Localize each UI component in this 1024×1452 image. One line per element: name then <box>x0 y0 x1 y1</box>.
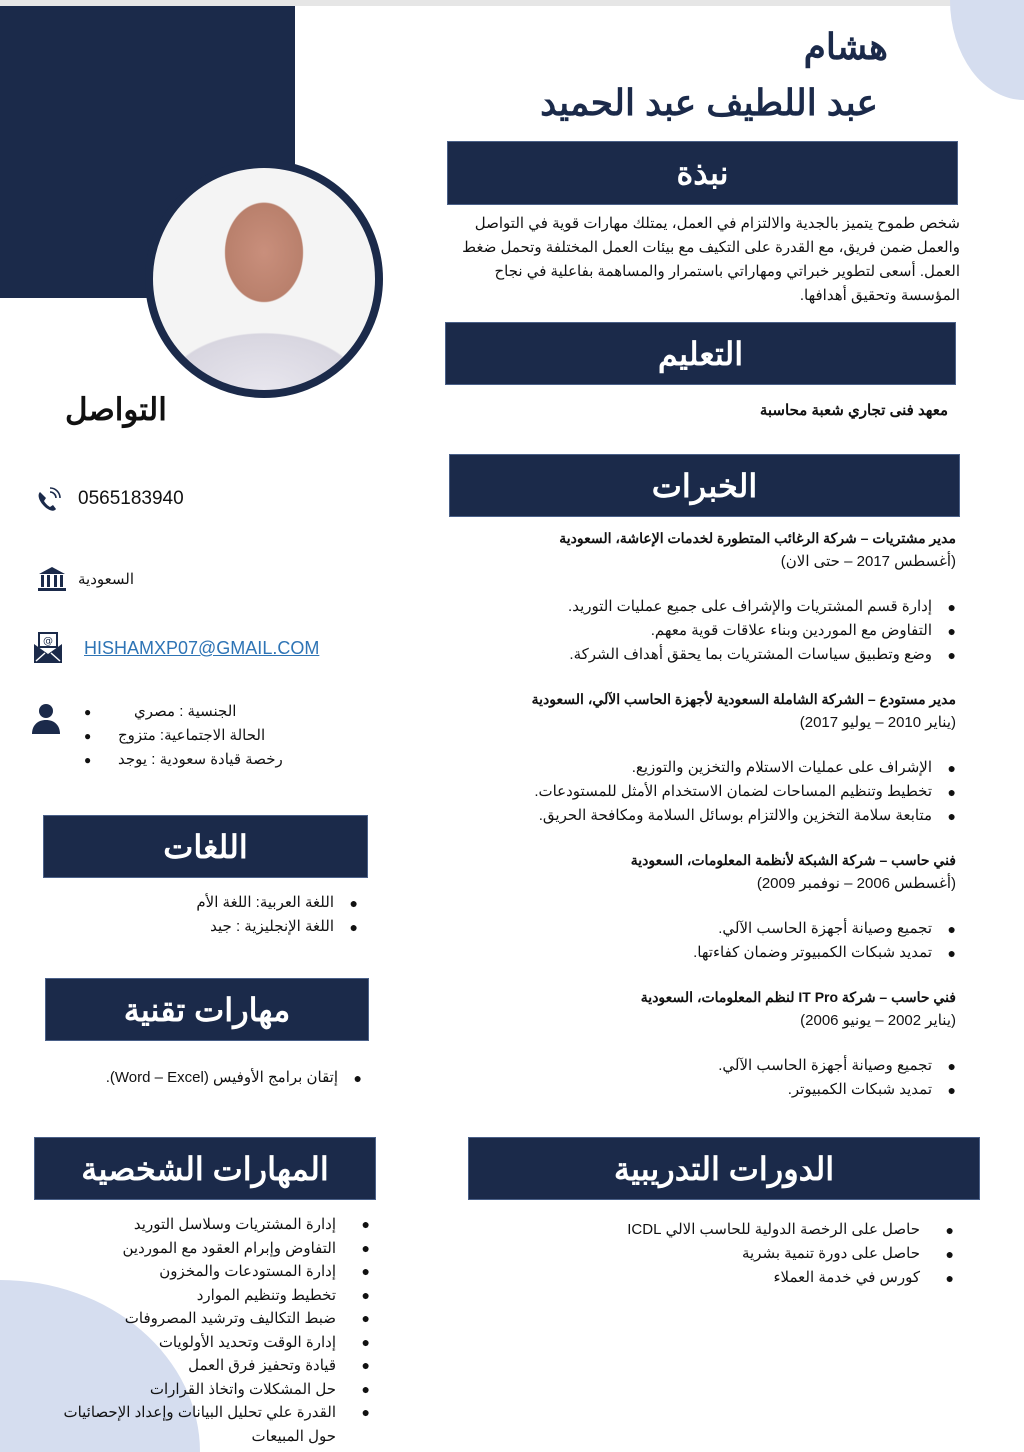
list-item: ● حاصل على الرخصة الدولية للحاسب الالي ICDL <box>627 1221 954 1238</box>
location: السعودية <box>78 571 135 588</box>
job-entry <box>466 526 956 667</box>
list-item: ● اللغة العربية: اللغة الأم <box>196 894 358 911</box>
job-date: (أغسطس 2006 – نوفمبر 2009) <box>756 875 956 892</box>
courses-header: الدورات التدريبية <box>468 1137 980 1200</box>
tech-skills-header: مهارات تقنية <box>45 978 369 1041</box>
list-item: ● تخطيط وتنظيم الموارد <box>196 1286 370 1304</box>
personal-info-list <box>84 700 304 772</box>
experience-header: الخبرات <box>449 454 960 517</box>
education-header: التعليم <box>445 322 956 385</box>
profile-photo <box>145 160 383 398</box>
list-item: ● كورس في خدمة العملاء <box>773 1269 954 1286</box>
list-item: ● تمديد شبكات الكمبيوتر. <box>787 1081 956 1098</box>
list-item: ● رخصة قيادة سعودية : يوجد <box>84 751 283 768</box>
job-title: مدير مشتريات – شركة الرغائب المتطورة لخدمات الإعاشة، السعودية <box>559 530 956 546</box>
decor-circle-top <box>950 0 1024 100</box>
email-link[interactable]: HISHAMXP07@GMAIL.COM <box>84 638 320 658</box>
first-name: هشام <box>803 26 888 67</box>
courses-list <box>554 1218 954 1290</box>
list-item: ● متابعة سلامة التخزين والالتزام بوسائل السلامة ومكافحة الحريق. <box>538 807 956 824</box>
list-item: ● وضع وتطبيق سياسات المشتريات بما يحقق أهداف الشركة. <box>569 646 956 663</box>
summary-header: نبذة <box>447 141 958 205</box>
email-icon <box>33 632 63 664</box>
summary-text: شخص طموح يتميز بالجدية والالتزام في العمل، يمتلك مهارات قوية في التواصل والعمل ضمن فريق، مع القدرة على التكيف مع بيئات العمل المختلفة وتحمل ضغط العمل. أسعى لتطوير خبراتي ومهاراتي باستمرار والمساهمة بفاعلية في نجاح المؤسسة وتحقيق أهدافها. <box>462 215 960 304</box>
personal-skills-list <box>50 1213 370 1448</box>
list-item: ● ضبط التكاليف وترشيد المصروفات <box>124 1310 370 1327</box>
job-date: (يناير 2010 – يوليو 2017) <box>799 714 956 731</box>
tech-skills-list <box>42 1066 362 1090</box>
experience-list <box>466 526 956 1122</box>
job-title: مدير مستودع – الشركة الشاملة السعودية لأجهزة الحاسب الآلي، السعودية <box>531 691 956 707</box>
list-item: ● إدارة المستودعات والمخزون <box>159 1263 370 1280</box>
person-icon <box>32 703 60 735</box>
job-date: (أغسطس 2017 – حتى الان) <box>780 553 956 570</box>
svg-text:@: @ <box>43 636 53 647</box>
list-item: ● تمديد شبكات الكمبيوتر وضمان كفاءتها. <box>693 944 956 961</box>
list-item: ● تخطيط وتنظيم المساحات لضمان الاستخدام الأمثل للمستودعات. <box>534 783 956 800</box>
list-item: ● إدارة الوقت وتحديد الأولويات <box>158 1333 370 1351</box>
job-entry <box>466 848 956 965</box>
job-date: (يناير 2002 – يونيو 2006) <box>800 1012 956 1029</box>
job-entry <box>466 985 956 1102</box>
list-item: ● تجميع وصيانة أجهزة الحاسب الآلي. <box>718 920 956 937</box>
list-item: ● تجميع وصيانة أجهزة الحاسب الآلي. <box>718 1057 956 1074</box>
phone-number: 0565183940 <box>78 488 184 509</box>
full-name: عبد اللطيف عبد الحميد <box>540 82 878 123</box>
list-item: ● التفاوض وإبرام العقود مع الموردين <box>122 1239 370 1257</box>
bank-building-icon <box>37 566 67 592</box>
list-item: ● القدرة علي تحليل البيانات وإعداد الإحصائيات حول المبيعات <box>63 1404 370 1445</box>
contact-header: التواصل <box>65 392 167 427</box>
education-text: معهد فنى تجاري شعبة محاسبة <box>759 402 948 419</box>
list-item: ● إدارة المشتريات وسلاسل التوريد <box>133 1216 370 1233</box>
personal-skills-header: المهارات الشخصية <box>34 1137 376 1200</box>
phone-icon <box>34 486 62 514</box>
list-item: ● إتقان برامج الأوفيس (Word – Excel). <box>105 1069 362 1086</box>
list-item: ● اللغة الإنجليزية : جيد <box>210 918 358 935</box>
list-item: ● الإشراف على عمليات الاستلام والتخزين والتوزيع. <box>631 759 956 776</box>
job-title: فني حاسب – شركة IT Pro لنظم المعلومات، السعودية <box>640 989 956 1005</box>
list-item: ● الحالة الاجتماعية: متزوج <box>84 727 266 744</box>
list-item: ● إدارة قسم المشتريات والإشراف على جميع عمليات التوريد. <box>568 598 956 615</box>
list-item: ● التفاوض مع الموردين وبناء علاقات قوية معهم. <box>650 622 956 639</box>
job-title: فني حاسب – شركة الشبكة لأنظمة المعلومات، السعودية <box>630 852 956 868</box>
languages-header: اللغات <box>43 815 368 878</box>
languages-list <box>58 891 358 939</box>
list-item: ● قيادة وتحفيز فرق العمل <box>188 1357 370 1374</box>
list-item: ● الجنسية : مصري <box>84 703 237 720</box>
list-item: ● حل المشكلات واتخاذ القرارات <box>149 1380 370 1398</box>
job-entry <box>466 687 956 828</box>
list-item: ● حاصل على دورة تنمية بشرية <box>741 1245 954 1262</box>
